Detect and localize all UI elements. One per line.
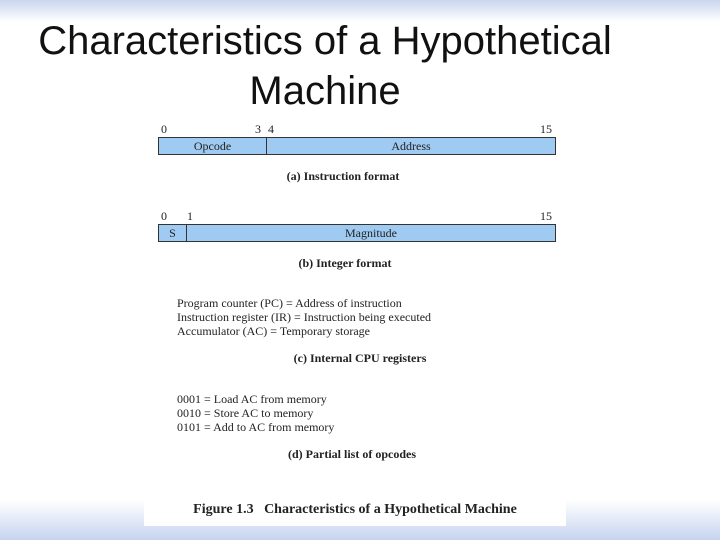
opcode-line: 0001 = Load AC from memory (177, 392, 327, 406)
opcodes-list (177, 392, 334, 434)
registers-list (177, 296, 431, 338)
bit-label: 0 (161, 209, 167, 223)
slide-title-line-1: Characteristics of a Hypothetical (38, 19, 612, 63)
opcode-line: 0010 = Store AC to memory (177, 406, 314, 420)
magnitude-field: Magnitude (186, 225, 555, 241)
bit-label: 0 (161, 122, 167, 136)
bit-label: 15 (540, 122, 552, 136)
instruction-format-register (158, 137, 556, 155)
opcodes-caption: (d) Partial list of opcodes (288, 447, 416, 461)
opcode-field: Opcode (193, 139, 232, 153)
integer-format-caption: (b) Integer format (298, 256, 392, 270)
instruction-format-caption: (a) Instruction format (286, 169, 400, 183)
figure-caption: Figure 1.3 Characteristics of a Hypothetical Machine (193, 502, 517, 517)
bit-label: 1 (187, 209, 193, 223)
register-line: Instruction register (IR) = Instruction being executed (177, 310, 432, 324)
bit-label: 4 (268, 122, 274, 136)
registers-caption: (c) Internal CPU registers (293, 351, 427, 365)
sign-field: S (169, 226, 176, 240)
figure-panel (144, 118, 566, 526)
slide-title-line-2: Machine (249, 69, 401, 113)
address-field: Address (266, 138, 555, 154)
bit-label: 15 (540, 209, 552, 223)
opcode-line: 0101 = Add to AC from memory (177, 420, 335, 434)
register-line: Program counter (PC) = Address of instruction (177, 296, 402, 310)
register-line: Accumulator (AC) = Temporary storage (177, 324, 370, 338)
bit-label: 3 (255, 122, 261, 136)
integer-format-register (158, 224, 556, 242)
slide-title (0, 16, 650, 116)
